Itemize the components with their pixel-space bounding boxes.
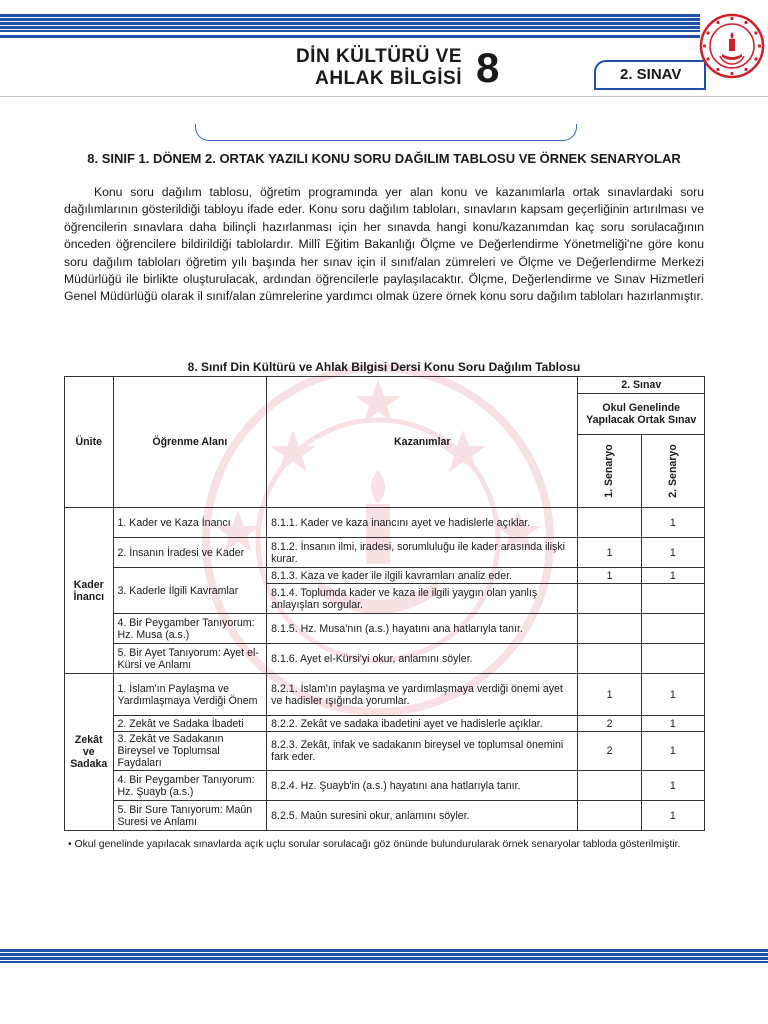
scenario-2-cell: 1 bbox=[641, 568, 704, 584]
table-row bbox=[65, 568, 705, 584]
header-stripe-band bbox=[0, 14, 700, 32]
scenario-2-cell: 1 bbox=[641, 801, 704, 831]
learning-area-cell: 4. Bir Peygamber Tanıyorum: Hz. Musa (a.s.) bbox=[113, 614, 267, 644]
scenario-1-cell: 2 bbox=[578, 716, 641, 732]
table-row bbox=[65, 644, 705, 674]
outcome-cell: 8.2.4. Hz. Şuayb'in (a.s.) hayatını ana hatlarıyla tanır. bbox=[267, 771, 578, 801]
outcome-cell: 8.1.6. Ayet el-Kürsi'yi okur, anlamını söyler. bbox=[267, 644, 578, 674]
learning-area-cell: 4. Bir Peygamber Tanıyorum: Hz. Şuayb (a.s.) bbox=[113, 771, 267, 801]
outcome-cell: 8.1.3. Kaza ve kader ile ilgili kavramları analiz eder. bbox=[267, 568, 578, 584]
scenario-1-cell bbox=[578, 508, 641, 538]
header-scenario-2 bbox=[641, 435, 704, 508]
table-row bbox=[65, 771, 705, 801]
scenario-2-cell: 1 bbox=[641, 716, 704, 732]
table-row bbox=[65, 614, 705, 644]
table-row bbox=[65, 716, 705, 732]
outcome-cell: 8.1.1. Kader ve kaza inancını ayet ve hadislerle açıklar. bbox=[267, 508, 578, 538]
learning-area-cell: 2. Zekât ve Sadaka İbadeti bbox=[113, 716, 267, 732]
scenario-2-cell bbox=[641, 584, 704, 614]
scenario-2-cell: 1 bbox=[641, 771, 704, 801]
header-exam: 2. Sınav bbox=[578, 377, 705, 394]
scenario-2-cell: 1 bbox=[641, 732, 704, 771]
exam-badge bbox=[594, 60, 706, 90]
subject-title bbox=[262, 46, 462, 90]
header-exam-sub: Okul Genelinde Yapılacak Ortak Sınav bbox=[578, 394, 705, 435]
grade-number: 8 bbox=[476, 44, 500, 91]
header-scenario-1-label: 1. Senaryo bbox=[603, 444, 616, 498]
scenario-1-cell: 1 bbox=[578, 674, 641, 716]
learning-area-cell: 5. Bir Sure Tanıyorum: Maûn Suresi ve Anlamı bbox=[113, 801, 267, 831]
subject-title-line2: AHLAK BİLGİSİ bbox=[315, 68, 462, 89]
header-scenario-2-label: 2. Senaryo bbox=[666, 444, 679, 498]
outcome-cell: 8.2.1. İslam'ın paylaşma ve yardımlaşmaya verdiği önemi ayet ve hadisler ışığında yorumlar. bbox=[267, 674, 578, 716]
scenario-1-cell: 2 bbox=[578, 732, 641, 771]
exam-badge-label: 2. SINAV bbox=[620, 66, 682, 83]
unit-cell-kader bbox=[65, 508, 114, 674]
subject-title-line1: DİN KÜLTÜRÜ VE bbox=[295, 46, 462, 67]
unit-name-line: ve bbox=[82, 746, 95, 758]
header-outcomes: Kazanımlar bbox=[267, 377, 578, 508]
scenario-1-cell: 1 bbox=[578, 538, 641, 568]
unit-name-line: İnancı bbox=[73, 590, 105, 603]
scenario-1-cell bbox=[578, 801, 641, 831]
scenario-1-cell bbox=[578, 771, 641, 801]
table-row bbox=[65, 732, 705, 771]
distribution-table bbox=[64, 376, 705, 831]
ministry-emblem-icon bbox=[698, 12, 766, 80]
header-scenario-1 bbox=[578, 435, 641, 508]
learning-area-cell: 1. İslam'ın Paylaşma ve Yardımlaşmaya Verdiği Önem bbox=[113, 674, 267, 716]
header-learning-area: Öğrenme Alanı bbox=[113, 377, 267, 508]
scenario-2-cell bbox=[641, 614, 704, 644]
intro-paragraph: Konu soru dağılım tablosu, öğretim programında yer alan konu ve kazanımlarla ortak sınavlardaki soru dağılımlarının gösterildiği tabloyu ifade eder. Konu soru dağılım tabloları, sınavların kapsam geçerliğinin artırılması ve öğrencilerin sınavlara daha bilinçli hazırlanması için her sınavda hangi konu/kazanımdan kaç soru sorulacağının önceden öğrencilere bildirildiği tablolardır. Millî Eğitim Bakanlığı Ölçme ve Değerlendirme Yönetmeliği'ne göre konu soru dağılım tabloları öğretim yılı başında her sınav için il sınıf/alan zümreleri ve Ölçme ve Değerlendirme Merkezi Müdürlüğü ile birlikte oluşturulacak, ardından öğrencilerle paylaşılacaktır. Ölçme, Değerlendirme ve Sınav Hizmetleri Genel Müdürlüğü olarak il sınıf/alan zümrelerine yardımcı olmak üzere örnek konu soru dağılım tabloları hazırlanmıştır. bbox=[64, 185, 704, 304]
scenario-2-cell: 1 bbox=[641, 508, 704, 538]
unit-name-line: Zekât bbox=[74, 734, 103, 746]
learning-area-cell: 3. Zekât ve Sadakanın Bireysel ve Toplumsal Faydaları bbox=[113, 732, 267, 771]
outcome-cell: 8.1.2. İnsanın ilmi, iradesi, sorumluluğu ile kader arasında ilişki kurar. bbox=[267, 538, 578, 568]
unit-name-line: Kader bbox=[73, 578, 104, 591]
unit-name-line: Sadaka bbox=[70, 758, 108, 770]
outcome-cell: 8.2.5. Maûn suresini okur, anlamını söyler. bbox=[267, 801, 578, 831]
unit-cell-zekat bbox=[65, 674, 114, 831]
outcome-cell: 8.1.4. Toplumda kader ve kaza ile ilgili yaygın olan yanlış anlayışları sorgular. bbox=[267, 584, 578, 614]
table-caption: 8. Sınıf Din Kültürü ve Ahlak Bilgisi Dersi Konu Soru Dağılım Tablosu bbox=[187, 360, 581, 374]
learning-area-cell: 5. Bir Ayet Tanıyorum: Ayet el-Kürsi ve Anlamı bbox=[113, 644, 267, 674]
outcome-cell: 8.2.2. Zekât ve sadaka ibadetini ayet ve hadislerle açıklar. bbox=[267, 716, 578, 732]
learning-area-cell: 2. İnsanın İradesi ve Kader bbox=[113, 538, 267, 568]
header-tab-curve bbox=[195, 124, 577, 141]
table-footnote: • Okul genelinde yapılacak sınavlarda açık uçlu sorular sorulacağı göz önünde bulundurularak örnek senaryolar tabloda gösterilmiştir. bbox=[68, 839, 681, 850]
learning-area-cell: 1. Kader ve Kaza İnancı bbox=[113, 508, 267, 538]
scenario-1-cell bbox=[578, 584, 641, 614]
table-row bbox=[65, 674, 705, 716]
scenario-2-cell: 1 bbox=[641, 674, 704, 716]
scenario-1-cell bbox=[578, 644, 641, 674]
scenario-1-cell: 1 bbox=[578, 568, 641, 584]
page-title: 8. SINIF 1. DÖNEM 2. ORTAK YAZILI KONU SORU DAĞILIM TABLOSU VE ÖRNEK SENARYOLAR bbox=[87, 151, 681, 166]
header-divider bbox=[0, 96, 768, 97]
learning-area-cell: 3. Kaderle İlgili Kavramlar bbox=[113, 568, 267, 614]
header-stripe-line bbox=[0, 35, 700, 38]
table-row bbox=[65, 508, 705, 538]
table-row bbox=[65, 801, 705, 831]
table-row bbox=[65, 538, 705, 568]
scenario-2-cell bbox=[641, 644, 704, 674]
header-unit: Ünite bbox=[65, 377, 114, 508]
scenario-1-cell bbox=[578, 614, 641, 644]
scenario-2-cell: 1 bbox=[641, 538, 704, 568]
footer-stripe-band bbox=[0, 949, 768, 963]
outcome-cell: 8.1.5. Hz. Musa'nın (a.s.) hayatını ana hatlarıyla tanır. bbox=[267, 614, 578, 644]
outcome-cell: 8.2.3. Zekât, infak ve sadakanın bireysel ve toplumsal önemini fark eder. bbox=[267, 732, 578, 771]
